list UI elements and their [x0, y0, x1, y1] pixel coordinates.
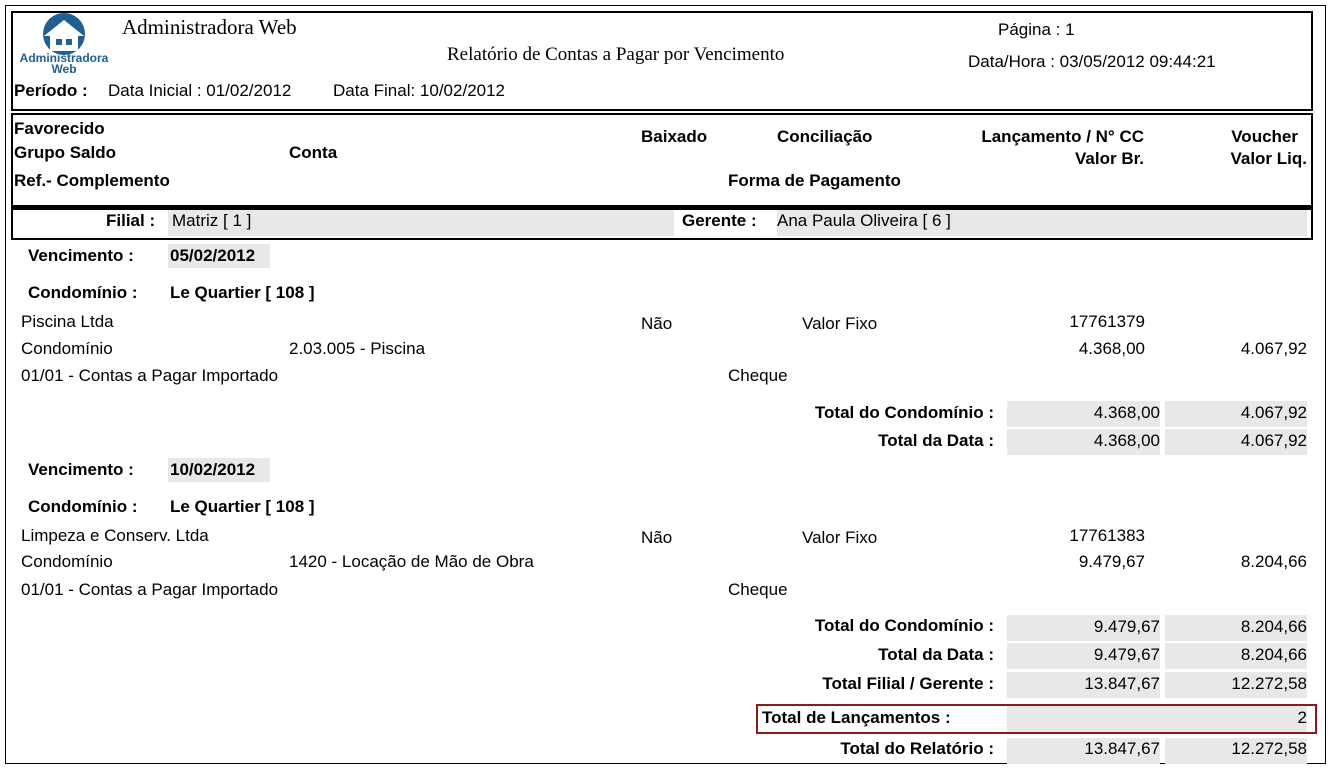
logo — [12, 12, 116, 78]
vencimento-label: Vencimento : — [28, 246, 134, 265]
total-filial-liq: 12.272,58 — [1231, 674, 1307, 693]
col-favorecido: Favorecido — [14, 119, 105, 138]
entry-ref: 01/01 - Contas a Pagar Importado — [21, 580, 279, 599]
entry-baixado: Não — [641, 528, 673, 547]
condominio-label: Condomínio : — [28, 497, 138, 516]
entry-valor-liq: 8.204,66 — [1240, 552, 1307, 571]
total-filial-label: Total Filial / Gerente : — [822, 674, 994, 693]
col-ref-complemento: Ref.- Complemento — [14, 171, 170, 190]
total-data-liq: 8.204,66 — [1240, 645, 1307, 664]
period-end: Data Final: 10/02/2012 — [333, 81, 506, 100]
total-condominio-br: 9.479,67 — [1093, 617, 1160, 636]
total-condominio-br: 4.368,00 — [1093, 403, 1160, 422]
period-start: Data Inicial : 01/02/2012 — [108, 81, 292, 100]
entry-forma: Cheque — [728, 366, 788, 385]
total-relatorio-liq: 12.272,58 — [1231, 739, 1307, 758]
entry-ref: 01/01 - Contas a Pagar Importado — [21, 366, 279, 385]
total-data-br: 9.479,67 — [1093, 645, 1160, 664]
entry-valor-br: 9.479,67 — [1078, 552, 1145, 571]
entry-forma: Cheque — [728, 580, 788, 599]
col-lancamento: Lançamento / N° CC — [981, 127, 1144, 146]
entry-baixado: Não — [641, 314, 673, 333]
condominio-label: Condomínio : — [28, 283, 138, 302]
total-data-br: 4.368,00 — [1093, 431, 1160, 450]
total-relatorio-br: 13.847,67 — [1084, 739, 1160, 758]
total-condominio-label: Total do Condomínio : — [814, 616, 994, 635]
total-condominio-liq: 4.067,92 — [1240, 403, 1307, 422]
entry-grupo: Condomínio — [21, 339, 113, 358]
vencimento-label: Vencimento : — [28, 460, 134, 479]
total-data-label: Total da Data : — [878, 431, 994, 450]
col-forma-pagamento: Forma de Pagamento — [728, 171, 901, 190]
total-lancamentos-label: Total de Lançamentos : — [762, 708, 951, 727]
total-condominio-liq: 8.204,66 — [1240, 617, 1307, 636]
company-name: Administradora Web — [122, 15, 297, 39]
col-voucher: Voucher — [1231, 127, 1298, 146]
total-condominio-label: Total do Condomínio : — [814, 403, 994, 422]
entry-valor-br: 4.368,00 — [1078, 339, 1145, 358]
col-conta: Conta — [289, 143, 338, 162]
entry-conta: 2.03.005 - Piscina — [289, 339, 426, 358]
entry-lancamento: 17761379 — [1069, 312, 1145, 331]
col-baixado: Baixado — [641, 127, 708, 146]
gerente-value: Ana Paula Oliveira [ 6 ] — [777, 211, 951, 230]
report-datetime: Data/Hora : 03/05/2012 09:44:21 — [968, 52, 1216, 71]
entry-conciliacao: Valor Fixo — [802, 528, 878, 547]
entry-conciliacao: Valor Fixo — [802, 314, 878, 333]
col-valor-liq: Valor Liq. — [1230, 149, 1307, 168]
filial-value: Matriz [ 1 ] — [172, 211, 252, 230]
period-label: Período : — [14, 81, 88, 100]
total-filial-br: 13.847,67 — [1084, 674, 1160, 693]
entry-favorecido: Limpeza e Conserv. Ltda — [21, 526, 209, 545]
col-grupo-saldo: Grupo Saldo — [14, 143, 116, 162]
entry-valor-liq: 4.067,92 — [1240, 339, 1307, 358]
col-conciliacao: Conciliação — [777, 127, 873, 146]
entry-favorecido: Piscina Ltda — [21, 312, 114, 331]
entry-grupo: Condomínio — [21, 552, 113, 571]
condominio-name: Le Quartier [ 108 ] — [170, 283, 315, 302]
total-lancamentos-count: 2 — [1297, 708, 1307, 727]
report-title: Relatório de Contas a Pagar por Vencimento — [447, 44, 785, 65]
entry-conta: 1420 - Locação de Mão de Obra — [289, 552, 534, 571]
entry-lancamento: 17761383 — [1069, 526, 1145, 545]
vencimento-date: 05/02/2012 — [168, 244, 270, 268]
filial-label: Filial : — [106, 211, 156, 230]
logo-text: Administradora Web — [19, 51, 109, 76]
col-valor-br: Valor Br. — [1075, 149, 1144, 168]
vencimento-date: 10/02/2012 — [168, 458, 270, 482]
total-data-label: Total da Data : — [878, 645, 994, 664]
total-data-liq: 4.067,92 — [1240, 431, 1307, 450]
condominio-name: Le Quartier [ 108 ] — [170, 497, 315, 516]
page-number: Página : 1 — [998, 20, 1075, 39]
gerente-label: Gerente : — [682, 211, 757, 230]
total-relatorio-label: Total do Relatório : — [840, 739, 994, 758]
